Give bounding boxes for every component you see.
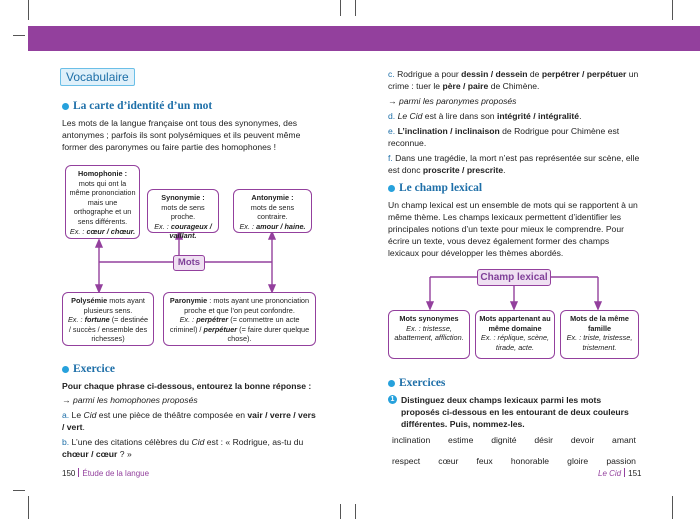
exercise-instruction: Pour chaque phrase ci-dessous, entourez la bonne réponse :	[62, 381, 312, 391]
answer-choices[interactable]: chœur / cœur	[62, 449, 118, 459]
word-item[interactable]: estime	[448, 435, 474, 445]
champ-lexical-diagram	[388, 267, 640, 363]
exercise-item-b: b. L’une des citations célèbres du Cid est : « Rodrigue, as-tu du chœur / cœur ? »	[62, 437, 304, 459]
word-item[interactable]: gloire	[567, 456, 589, 466]
crop-mark	[28, 496, 29, 519]
exercise-item-d: d. Le Cid est à lire dans son intégrité / intégralité.	[388, 111, 582, 121]
bullet-dot-icon	[388, 380, 395, 387]
heading-exercice: Exercice	[62, 363, 317, 375]
left-running-title: Étude de la langue	[82, 469, 150, 478]
crop-mark	[13, 35, 25, 36]
answer-choices[interactable]: père / paire	[442, 81, 489, 91]
heading-exercices: Exercices	[388, 377, 640, 389]
exercise-item-c: c. Rodrigue a pour dessin / dessein de perpétrer / perpétuer un crime : tuer le père / paire de Chimène.	[388, 69, 639, 91]
exercise-item-a: a. Le Cid est une pièce de théâtre composée en vair / verre / vers / vert.	[62, 410, 316, 432]
word-item[interactable]: respect	[392, 456, 421, 466]
word-item[interactable]: cœur	[438, 456, 459, 466]
exercise-1	[388, 394, 640, 430]
word-item[interactable]: amant	[612, 435, 636, 445]
exercise-1-instruction: Distinguez deux champs lexicaux parmi les mots proposés ci-dessous en les entourant de deux couleurs différentes. Puis, nommez-les.	[401, 395, 629, 429]
footer-separator	[78, 468, 79, 477]
word-item[interactable]: honorable	[510, 456, 550, 466]
exercise-item-e: e. L’inclination / inclinaison de Rodrigue pour Chimène est reconnue.	[388, 126, 620, 148]
heading-carte-identite: La carte d’identité d’un mot	[62, 100, 317, 112]
answer-choices[interactable]: proscrite / prescrite	[422, 165, 504, 175]
left-page-number: 150	[62, 469, 76, 478]
crop-mark	[28, 0, 29, 20]
answer-choices[interactable]: intégrité / intégralité	[496, 111, 580, 121]
word-item[interactable]: feux	[476, 456, 493, 466]
champ-lexical-paragraph: Un champ lexical est un ensemble de mots qui se rapportent à un même thème. Les champs lexicaux permettent d’identifier les principales notions d’un texte pour mieux le comprendre. Pour écrire un texte, vous devez également former des champs lexicaux pour développer les thèmes abordés.	[388, 200, 638, 258]
crop-mark	[672, 496, 673, 519]
word-grid	[388, 434, 640, 467]
champ-lexical-center-label: Champ lexical	[477, 269, 551, 286]
paronym-hint: → parmi les paronymes proposés	[388, 96, 517, 106]
paronymie-box: Paronymie : mots ayant une prononciation proche et que l’on peut confondre. Ex. : perpétrer (= commettre un acte criminel) / perpétuer (= faire durer quelque chose).	[163, 292, 316, 346]
answer-choices[interactable]: L’inclination / inclinaison	[397, 126, 500, 136]
word-row	[388, 455, 640, 467]
word-row	[388, 434, 640, 446]
exercise-number-badge: 1	[388, 395, 397, 404]
answer-choices[interactable]: perpétrer / perpétuer	[541, 69, 627, 79]
crop-mark	[355, 504, 356, 519]
crop-mark	[672, 0, 673, 20]
synonymie-box: Synonymie : mots de sens proche. Ex. : courageux / vaillant.	[147, 189, 219, 233]
homophonie-box: Homophonie : mots qui ont la même prononciation mais une orthographe et un sens différents. Ex. : cœur / chœur.	[65, 165, 140, 239]
intro-paragraph: Les mots de la langue française ont tous des synonymes, des antonymes ; parfois ils sont polysémiques et ils peuvent même former des paronymes ou faire partie des homophones !	[62, 118, 301, 152]
exercise-hint: → parmi les homophones proposés	[62, 395, 198, 405]
top-color-band	[28, 26, 700, 51]
right-page-number: 151	[628, 469, 642, 478]
crop-mark	[13, 490, 25, 491]
mots-synonymes-box: Mots synonymes Ex. : tristesse, abattement, affliction.	[388, 310, 470, 359]
heading-champ-lexical: Le champ lexical	[388, 182, 640, 194]
word-item[interactable]: inclination	[392, 435, 431, 445]
footer-separator	[624, 468, 625, 477]
bullet-dot-icon	[62, 103, 69, 110]
crop-mark	[340, 0, 341, 16]
bullet-dot-icon	[388, 185, 395, 192]
answer-choices[interactable]: vair / verre / vers / vert	[62, 410, 316, 432]
answer-choices[interactable]: dessin / dessein	[461, 69, 528, 79]
word-item[interactable]: désir	[534, 435, 553, 445]
right-running-title: Le Cid	[598, 469, 622, 478]
polysemie-box: Polysémie mots ayant plusieurs sens. Ex. : fortune (= destinée / succès / ensemble des richesses)	[62, 292, 154, 346]
mots-center-label: Mots	[173, 255, 205, 271]
right-footer	[598, 468, 641, 478]
crop-mark	[355, 0, 356, 16]
word-item[interactable]: dignité	[491, 435, 517, 445]
word-identity-diagram	[62, 165, 320, 353]
crop-mark	[340, 504, 341, 519]
meme-domaine-box: Mots appartenant au même domaine Ex. : réplique, scène, tirade, acte.	[475, 310, 555, 359]
meme-famille-box: Mots de la même famille Ex. : triste, tristesse, tristement.	[560, 310, 639, 359]
word-item[interactable]: passion	[606, 456, 636, 466]
left-footer	[62, 468, 149, 478]
antonymie-box: Antonymie : mots de sens contraire. Ex. : amour / haine.	[233, 189, 312, 233]
bullet-dot-icon	[62, 366, 69, 373]
left-page	[62, 68, 317, 463]
right-page	[388, 68, 640, 467]
word-item[interactable]: devoir	[570, 435, 595, 445]
section-label: Vocabulaire	[60, 68, 135, 86]
exercise-item-f: f. Dans une tragédie, la mort n’est pas représentée sur scène, elle est donc proscrite / prescrite.	[388, 153, 640, 175]
